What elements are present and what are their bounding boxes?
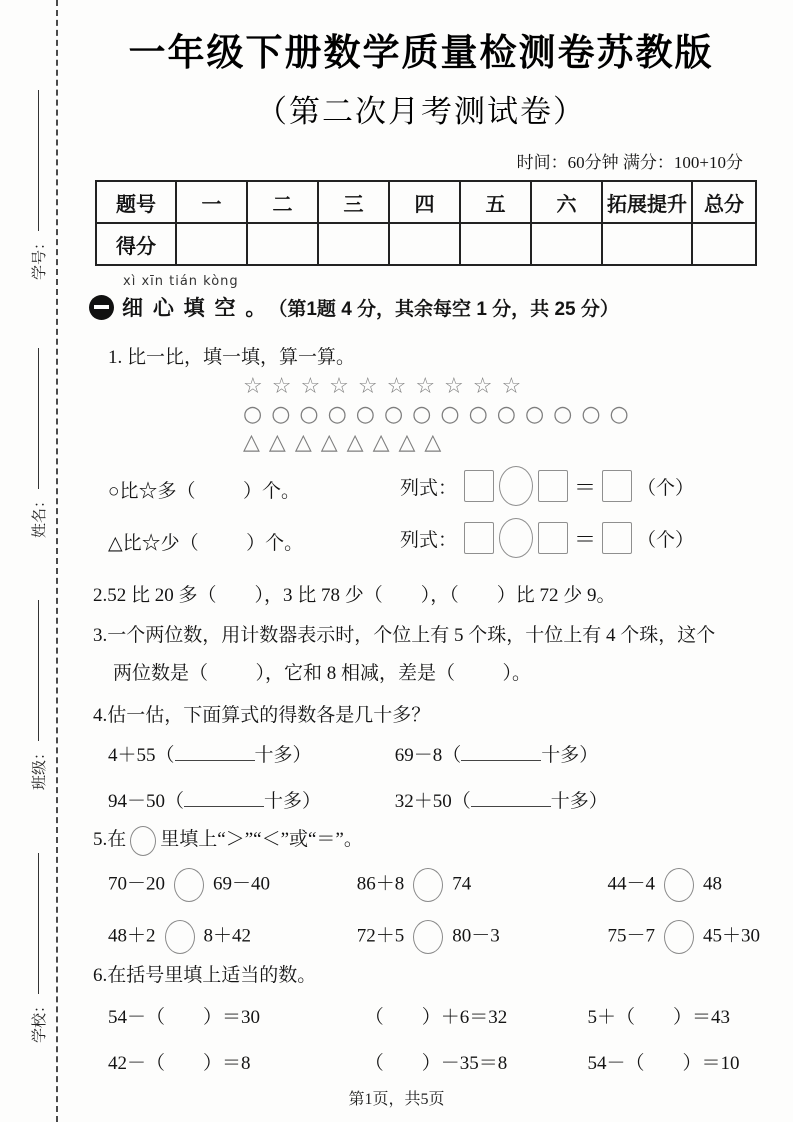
q1-prompt-2: △比☆少（ ）个。 (108, 533, 304, 554)
q6-item: 42－（ ）＝8 (108, 1053, 251, 1074)
school-blank-line (38, 853, 39, 994)
student-id-label: 学号： (31, 234, 48, 280)
score-empty-cell (318, 223, 389, 265)
section-one-icon (89, 295, 114, 320)
score-empty-cell (176, 223, 247, 265)
question-5-title: 5.在 里填上“＞”“＜”或“＝”。 (93, 824, 363, 856)
answer-box (538, 470, 568, 502)
score-empty-cell (460, 223, 531, 265)
star-row: ☆☆☆☆☆☆☆☆☆☆ (243, 374, 531, 399)
header-cell: 总分 (692, 181, 756, 223)
unit-label: （个） (637, 529, 695, 551)
page-number: 第1页，共5页 (348, 1091, 445, 1108)
fill-circle-example (130, 826, 156, 856)
equation-label: 列式： (400, 477, 458, 499)
compare-circle (664, 868, 694, 902)
equation-label: 列式： (400, 529, 458, 551)
school-label: 学校： (31, 997, 48, 1043)
question-6-title: 6.在括号里填上适当的数。 (93, 965, 317, 986)
score-table (95, 180, 757, 266)
question-1-text: 1. 比一比，填一填，算一算。 (108, 347, 356, 368)
section-header (89, 292, 619, 322)
score-table-header-row (96, 181, 756, 223)
seal-dashed-line (56, 0, 58, 1122)
operator-circle (499, 466, 533, 506)
score-empty-cell (692, 223, 756, 265)
q1-equation-2 (400, 518, 694, 558)
unit-label: （个） (637, 477, 695, 499)
header-cell: 一 (176, 181, 247, 223)
page-subtitle: （第二次月考测试卷） (256, 94, 586, 129)
q6-item: 54－（ ）＝30 (108, 1007, 261, 1028)
school-field (26, 853, 50, 1043)
question-4-row-1 (108, 740, 598, 767)
score-table-score-row (96, 223, 756, 265)
circle-row: ○○○○○○○○○○○○○○ (243, 402, 638, 427)
q1-prompt-1: ○比☆多（ ）个。 (108, 481, 300, 502)
class-field (26, 600, 50, 790)
section-pinyin: xì xīn tián kòng (123, 274, 239, 289)
answer-box (602, 470, 632, 502)
student-id-field (26, 90, 50, 280)
q1-compare-row-1 (108, 466, 757, 510)
q5-item: 48＋2 8＋42 (108, 920, 352, 954)
equals-sign: ＝ (574, 526, 597, 552)
q6-item: 5＋（ ）＝43 (587, 1007, 731, 1028)
q4-item: 32＋50（ 十多） (395, 786, 608, 813)
q6-item: （ ）－35＝8 (364, 1053, 508, 1074)
q1-compare-row-2 (108, 518, 757, 562)
question-6-row-1 (108, 1002, 730, 1029)
class-blank-line (38, 600, 39, 741)
score-empty-cell (389, 223, 460, 265)
header-cell: 五 (460, 181, 531, 223)
equals-sign: ＝ (574, 474, 597, 500)
score-empty-cell (247, 223, 318, 265)
answer-box (538, 522, 568, 554)
score-empty-cell (531, 223, 602, 265)
estimate-blank (471, 788, 551, 807)
estimate-blank (461, 742, 541, 761)
q5-item: 75－7 45＋30 (608, 920, 761, 954)
header-cell: 四 (389, 181, 460, 223)
q6-item: 54－（ ）＝10 (587, 1053, 740, 1074)
student-name-label: 姓名： (31, 492, 48, 538)
question-3-line-1: 3.一个两位数，用计数器表示时，个位上有 5 个珠，十位上有 4 个珠，这个 (93, 625, 716, 646)
triangle-row: △△△△△△△△ (243, 430, 451, 455)
q6-item: （ ）＋6＝32 (364, 1007, 508, 1028)
question-6-row-2 (108, 1048, 740, 1075)
q1-equation-1 (400, 466, 694, 506)
q5-item: 70－20 69－40 (108, 868, 352, 902)
compare-circle (174, 868, 204, 902)
header-cell: 二 (247, 181, 318, 223)
estimate-blank (184, 788, 264, 807)
q5-item: 72＋5 80－3 (357, 920, 603, 954)
question-4-row-2 (108, 786, 608, 813)
student-name-field (26, 348, 50, 538)
header-cell: 题号 (96, 181, 176, 223)
answer-box (464, 522, 494, 554)
page-title: 一年级下册数学质量检测卷苏教版 (128, 33, 714, 74)
answer-box (602, 522, 632, 554)
header-cell: 拓展提升 (602, 181, 692, 223)
question-5-row-2 (108, 920, 760, 954)
question-2-text: 2.52 比 20 多（ ），3 比 78 少（ ），（ ）比 72 少 9。 (93, 585, 616, 606)
class-label: 班级： (31, 744, 48, 790)
compare-circle (664, 920, 694, 954)
score-empty-cell (602, 223, 692, 265)
student-name-blank-line (38, 348, 39, 489)
question-4-title: 4.估一估，下面算式的得数各是几十多？ (93, 705, 431, 726)
q5-item: 44－4 48 (608, 868, 723, 902)
q5-item: 86＋8 74 (357, 868, 603, 902)
q4-item: 4＋55（ 十多） (108, 740, 390, 767)
q4-item: 94－50（ 十多） (108, 786, 390, 813)
compare-circle (413, 868, 443, 902)
compare-circle (413, 920, 443, 954)
exam-content (85, 0, 761, 1122)
student-id-blank-line (38, 90, 39, 231)
question-5-row-1 (108, 868, 722, 902)
section-title: 细 心 填 空 。 (122, 297, 269, 320)
answer-box (464, 470, 494, 502)
header-cell: 六 (531, 181, 602, 223)
time-score-info: 时间：60分钟 满分：100+10分 (516, 153, 743, 172)
header-cell: 三 (318, 181, 389, 223)
estimate-blank (175, 742, 255, 761)
q4-item: 69－8（ 十多） (395, 740, 599, 767)
operator-circle (499, 518, 533, 558)
section-points-note: （第1题 4 分，其余每空 1 分，共 25 分） (268, 298, 619, 320)
score-label-cell: 得分 (96, 223, 176, 265)
compare-circle (165, 920, 195, 954)
question-3-line-2: 两位数是（ ），它和 8 相减，差是（ ）。 (113, 663, 532, 684)
